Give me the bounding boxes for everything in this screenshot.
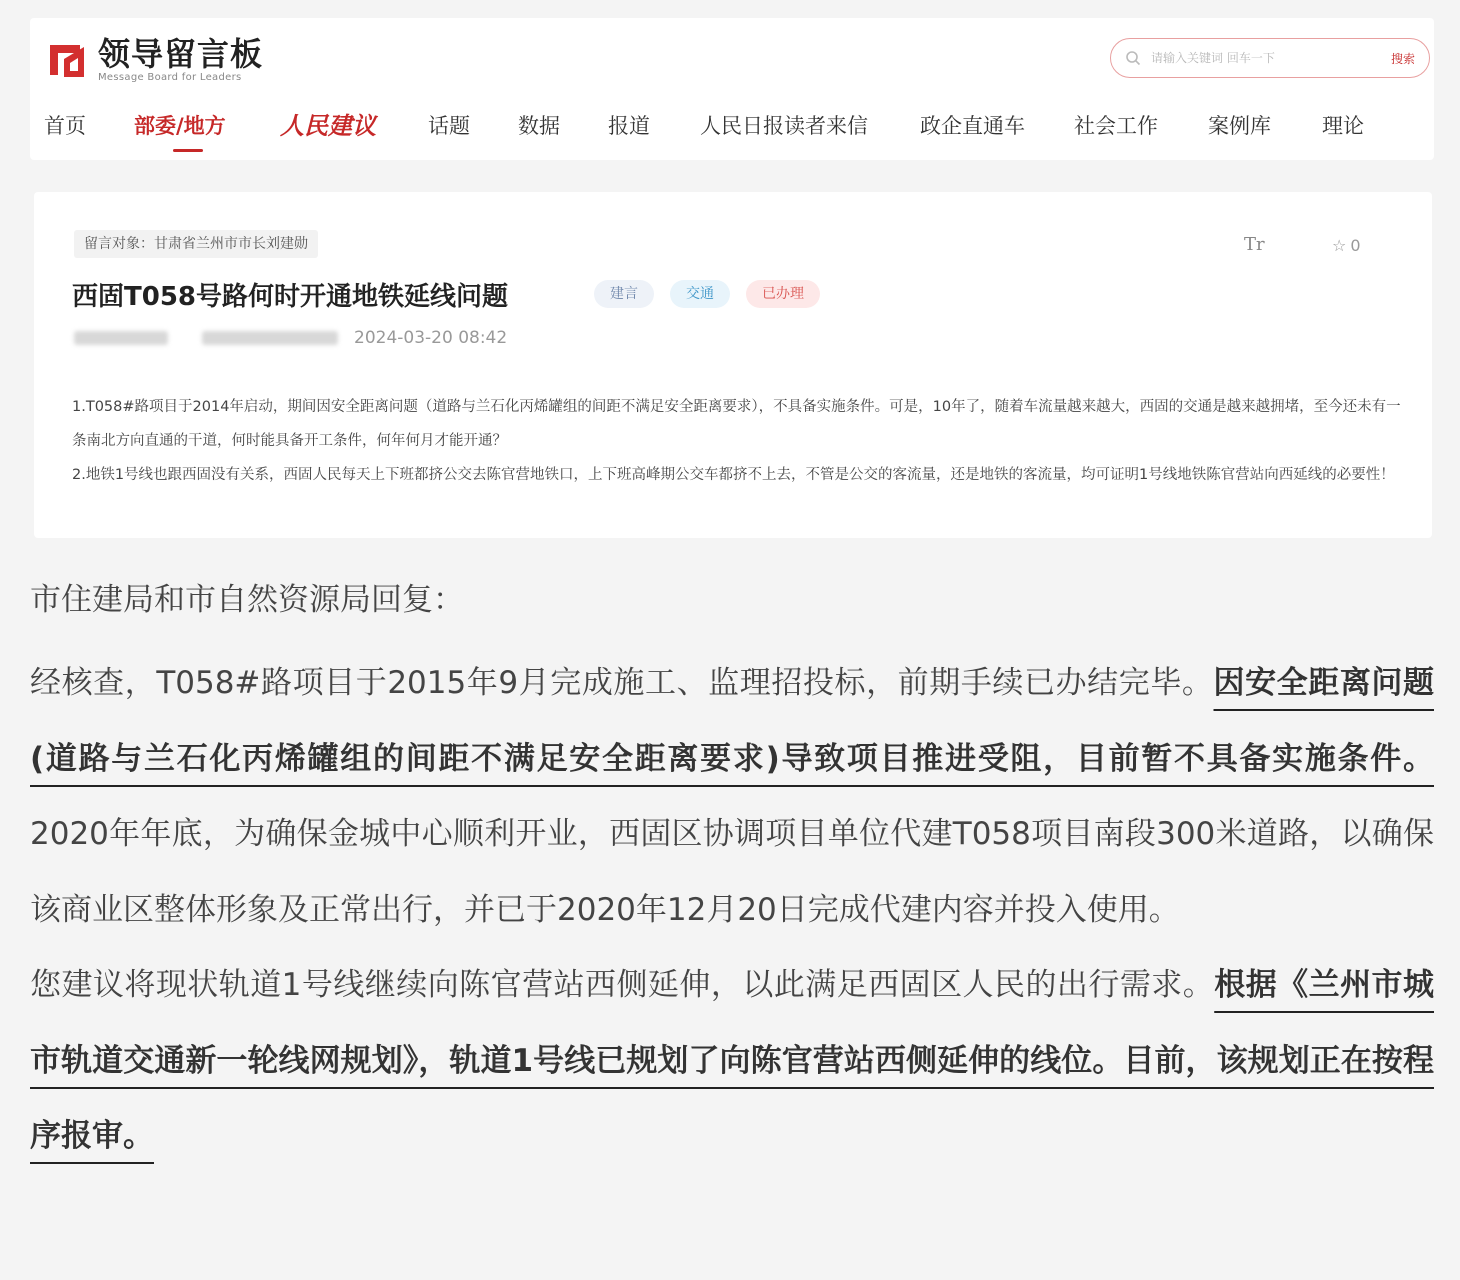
reply-highlight: 因安全距离问题(道路与兰石化丙烯罐组的间距不满足安全距离要求)导致项目推进受阻，目前暂不具备实施条件。 <box>30 665 1434 777</box>
blurred-location <box>202 331 338 345</box>
search-input[interactable] <box>1151 51 1391 65</box>
official-reply <box>30 572 1434 1175</box>
message-paragraph: 2.地铁1号线也跟西固没有关系，西固人民每天上下班都挤公交去陈官营地铁口，上下班高峰期公交车都挤不上去，不管是公交的客流量，还是地铁的客流量，均可证明1号线地铁陈官营站向西延线的必要性！ <box>72 467 1395 483</box>
nav-item-social-work[interactable]: 社会工作 <box>1074 114 1158 138</box>
message-target: 留言对象：甘肃省兰州市市长刘建勋 <box>74 230 318 258</box>
nav-item-people-suggestion[interactable]: 人民建议 <box>280 111 376 140</box>
reply-paragraph-2 <box>30 948 1434 1175</box>
search-icon <box>1125 50 1141 66</box>
search-box <box>1110 38 1430 78</box>
message-tags <box>594 280 820 308</box>
reply-highlight: 根据《兰州市城市轨道交通新一轮线网规划》，轨道1号线已规划了向陈官营站西侧延伸的线位。目前，该规划正在按程序报审。 <box>30 967 1434 1154</box>
nav-item-reader-letters[interactable]: 人民日报读者来信 <box>700 114 868 138</box>
message-card <box>34 192 1432 538</box>
nav-item-home[interactable]: 首页 <box>44 114 86 138</box>
search-button[interactable]: 搜索 <box>1390 51 1415 66</box>
reply-text: 经核查，T058#路项目于2015年9月完成施工、监理招投标，前期手续已办结完毕。 <box>30 665 1214 701</box>
blurred-author <box>74 331 168 345</box>
message-paragraph: 1.T058#路项目于2014年启动，期间因安全距离问题（道路与兰石化丙烯罐组的间距不满足安全距离要求），不具备实施条件。可是，10年了，随着车流量越来越大，西固的交通是越来越拥堵，至今还未有一条南北方向直通的干道，何时能具备开工条件，何年何月才能开通？ <box>72 399 1401 449</box>
nav-item-data[interactable]: 数据 <box>518 114 560 138</box>
tag-traffic[interactable]: 交通 <box>670 280 730 308</box>
nav-item-theory[interactable]: 理论 <box>1322 114 1364 138</box>
message-title: 西固T058号路何时开通地铁延线问题 <box>72 282 509 312</box>
tag-suggestion[interactable]: 建言 <box>594 280 654 308</box>
tag-status: 已办理 <box>746 280 820 308</box>
reply-text: 您建议将现状轨道1号线继续向陈官营站西侧延伸，以此满足西固区人民的出行需求。 <box>30 967 1215 1003</box>
reply-text: 2020年年底，为确保金城中心顺利开业，西固区协调项目单位代建T058项目南段300米道路，以确保该商业区整体形象及正常出行，并已于2020年12月20日完成代建内容并投入使用。 <box>30 816 1434 928</box>
nav-item-topics[interactable]: 话题 <box>428 114 470 138</box>
nav-item-reports[interactable]: 报道 <box>608 114 650 138</box>
logo-subtitle: Message Board for Leaders <box>98 72 242 83</box>
font-size-icon[interactable]: Tr <box>1244 234 1265 255</box>
logo-icon <box>44 37 90 83</box>
favorite-count: 0 <box>1350 236 1361 255</box>
site-logo[interactable] <box>44 36 263 84</box>
reply-paragraph-1 <box>30 646 1434 948</box>
nav-item-gov-business[interactable]: 政企直通车 <box>920 114 1025 138</box>
message-datetime: 2024-03-20 08:42 <box>354 328 508 348</box>
nav-item-ministries-label: 部委/地方 <box>134 114 226 138</box>
message-body <box>72 390 1402 492</box>
nav-item-ministries[interactable] <box>134 110 226 140</box>
logo-title: 领导留言板 <box>98 35 264 73</box>
active-nav-indicator <box>173 149 203 152</box>
reply-heading: 市住建局和市自然资源局回复： <box>30 582 464 618</box>
message-meta <box>74 328 507 348</box>
star-icon: ☆ <box>1332 236 1347 255</box>
site-header <box>30 18 1434 160</box>
nav-item-case-library[interactable]: 案例库 <box>1208 114 1271 138</box>
favorite-button[interactable] <box>1332 236 1361 255</box>
